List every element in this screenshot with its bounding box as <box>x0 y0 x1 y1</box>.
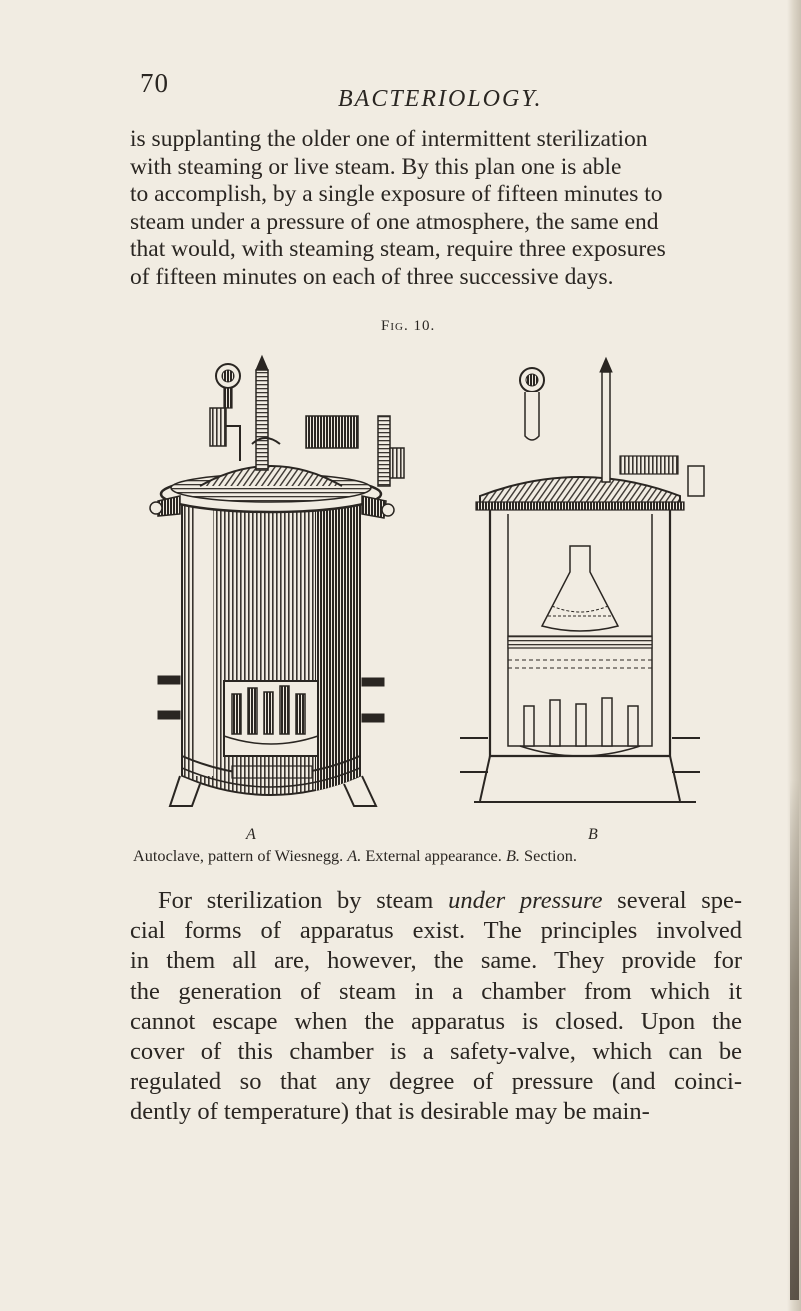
page-edge-shadow <box>790 780 799 1300</box>
caption-a-letter: A. <box>347 846 362 865</box>
text-line: to accomplish, by a single exposure of fifteen minutes to <box>130 181 663 208</box>
text-segment: several spe- <box>617 887 743 914</box>
figure-sub-label-b: B <box>588 826 598 843</box>
text-line: cover of this chamber is a safety-valve, which can be <box>130 1038 742 1066</box>
paragraph-1 <box>130 126 740 292</box>
text-line: of fifteen minutes on each of three successive days. <box>130 263 614 290</box>
caption-a-text: External appearance. <box>365 846 502 865</box>
text-line: that would, with steaming steam, require three exposures <box>130 236 666 263</box>
text-line: steam under a pressure of one atmosphere, the same end <box>130 208 659 235</box>
autoclave-section-view <box>460 358 704 802</box>
emphasized-text: under pressure <box>448 887 603 914</box>
figure-caption <box>133 846 577 866</box>
text-line: is supplanting the older one of intermittent sterilization <box>130 126 648 152</box>
paragraph-2 <box>130 886 742 1128</box>
text-line: regulated so that any degree of pressure (and coinci- <box>130 1068 742 1096</box>
text-segment: For sterilization by steam <box>158 887 434 914</box>
caption-b-letter: B. <box>505 846 520 865</box>
text-line: dently of temperature) that is desirable may be main- <box>130 1098 650 1126</box>
caption-main: Autoclave, pattern of Wiesnegg. <box>133 846 344 865</box>
text-line: cannot escape when the apparatus is closed. Upon the <box>130 1007 742 1035</box>
running-head: BACTERIOLOGY. <box>338 86 543 112</box>
page-number: 70 <box>140 68 169 98</box>
text-line: in them all are, however, the same. They provide for <box>130 947 742 975</box>
text-line: the generation of steam in a chamber from which it <box>130 977 742 1005</box>
autoclave-external-view <box>150 356 404 806</box>
caption-b-text: Section. <box>524 846 577 865</box>
figure-sub-label-a: A <box>246 826 256 843</box>
text-line: with steaming or live steam. By this plan one is able <box>130 153 622 180</box>
text-line: cial forms of apparatus exist. The principles involved <box>130 917 742 945</box>
autoclave-figure <box>140 336 720 814</box>
text-line <box>130 886 742 916</box>
figure-label: Fig. 10. <box>381 318 436 334</box>
